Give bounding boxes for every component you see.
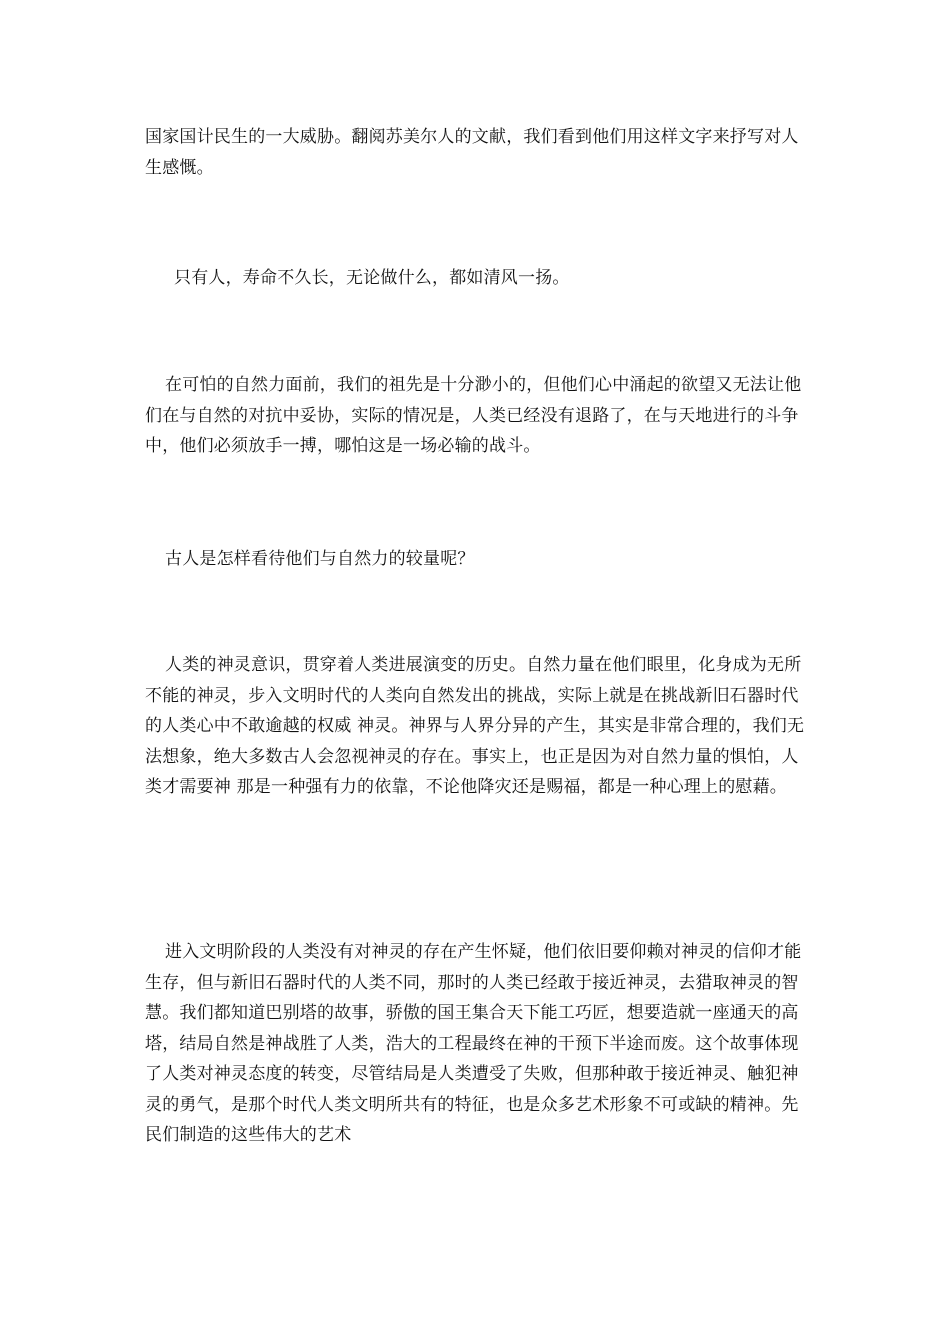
paragraph-3: 在可怕的自然力面前，我们的祖先是十分渺小的，但他们心中涌起的欲望又无法让他们在与自然的对抗中妥协，实际的情况是，人类已经没有退路了，在与天地进行的斗争中，他们必须放手一搏，哪怕这是一场必输的战斗。	[145, 375, 802, 456]
paragraph-6: 进入文明阶段的人类没有对神灵的存在产生怀疑，他们依旧要仰赖对神灵的信仰才能生存，但与新旧石器时代的人类不同，那时的人类已经敢于接近神灵，去猎取神灵的智慧。我们都知道巴别塔的故事，骄傲的国王集合天下能工巧匠，想要造就一座通天的高塔，结局自然是神战胜了人类，浩大的工程最终在神的干预下半途而废。这个故事体现了人类对神灵态度的转变，尽管结局是人类遭受了失败，但那种敢于接近神灵、触犯神灵的勇气，是那个时代人类文明所共有的特征，也是众多艺术形象不可或缺的精神。先民们制造的这些伟大的艺术	[145, 942, 802, 1145]
paragraph-5: 人类的神灵意识，贯穿着人类进展演变的历史。自然力量在他们眼里，化身成为无所不能的神灵，步入文明时代的人类向自然发出的挑战，实际上就是在挑战新旧石器时代的人类心中不敢逾越的权威 神灵。神界与人界分异的产生，其实是非常合理的，我们无法想象，绝大多数古人会忽视神灵的存在。事实上，也正是因为对自然力量的惧怕，人类才需要神 那是一种强有力的依靠，不论他降灾还是赐福，都是一种心理上的慰藉。	[145, 655, 805, 797]
paragraph-2-quote: 只有人，寿命不久长，无论做什么，都如清风一扬。	[174, 268, 570, 288]
paragraph-1: 国家国计民生的一大威胁。翻阅苏美尔人的文献，我们看到他们用这样文字来抒写对人生感慨。	[145, 127, 799, 178]
paragraph-4-question: 古人是怎样看待他们与自然力的较量呢？	[165, 549, 475, 569]
